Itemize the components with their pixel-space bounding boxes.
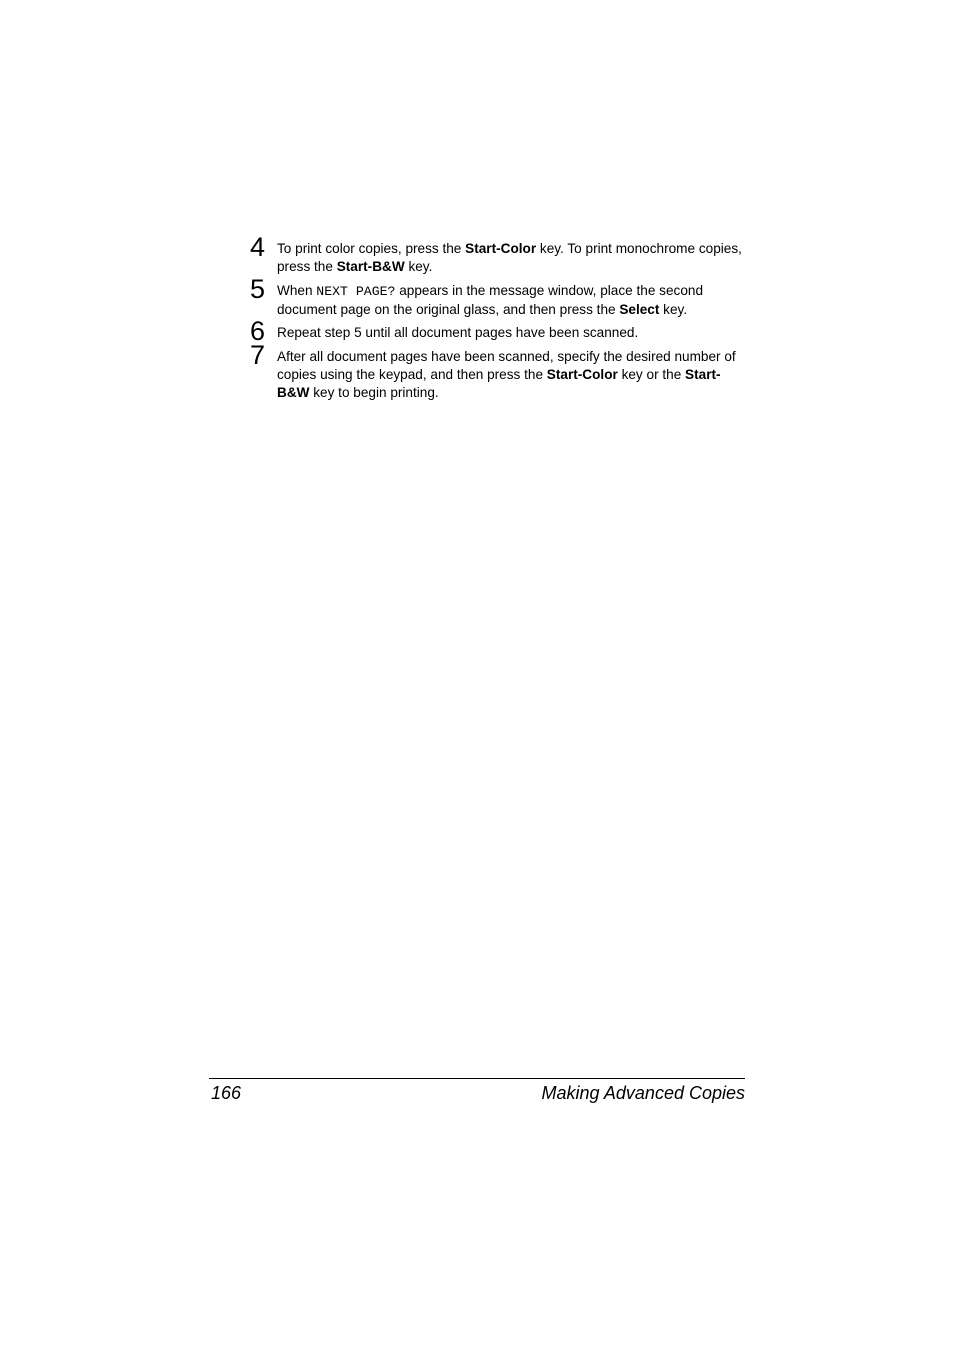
- text-segment: appears in the message window, place the second document page on the original glass, and then press the: [277, 283, 704, 317]
- section-title: Making Advanced Copies: [541, 1083, 745, 1103]
- text-segment: key. To print monochrome copies, press the: [277, 241, 742, 274]
- key-name-start-color: Start-Color: [465, 241, 537, 256]
- step-number: 4: [250, 232, 266, 262]
- page-number: 166: [211, 1083, 242, 1103]
- step-number: 5: [250, 274, 266, 304]
- text-segment: key or the: [617, 366, 686, 382]
- text-segment: key to begin printing.: [309, 384, 439, 400]
- step-number: 6: [250, 316, 266, 346]
- text-segment: When: [277, 283, 317, 298]
- text-segment: To print color copies, press the: [277, 241, 466, 256]
- key-name-start-bw: Start-B&W: [336, 258, 405, 274]
- step-number: 7: [250, 340, 266, 370]
- display-message: NEXT PAGE?: [316, 284, 396, 299]
- key-name-start-bw: Start-B&W: [277, 366, 721, 400]
- text-segment: After all document pages have been scanned, specify the desired number of copies using the keypad, and then press the: [277, 349, 736, 382]
- step-text: [277, 348, 749, 401]
- step-text: Repeat step 5 until all document pages have been scanned.: [277, 325, 639, 340]
- step-text: [277, 240, 749, 276]
- footer-rule: [209, 1078, 745, 1079]
- text-segment: key.: [404, 258, 433, 274]
- key-name-select: Select: [619, 301, 660, 317]
- key-name-start-color: Start-Color: [546, 366, 618, 382]
- text-segment: key.: [659, 301, 688, 317]
- step-text: [277, 282, 749, 319]
